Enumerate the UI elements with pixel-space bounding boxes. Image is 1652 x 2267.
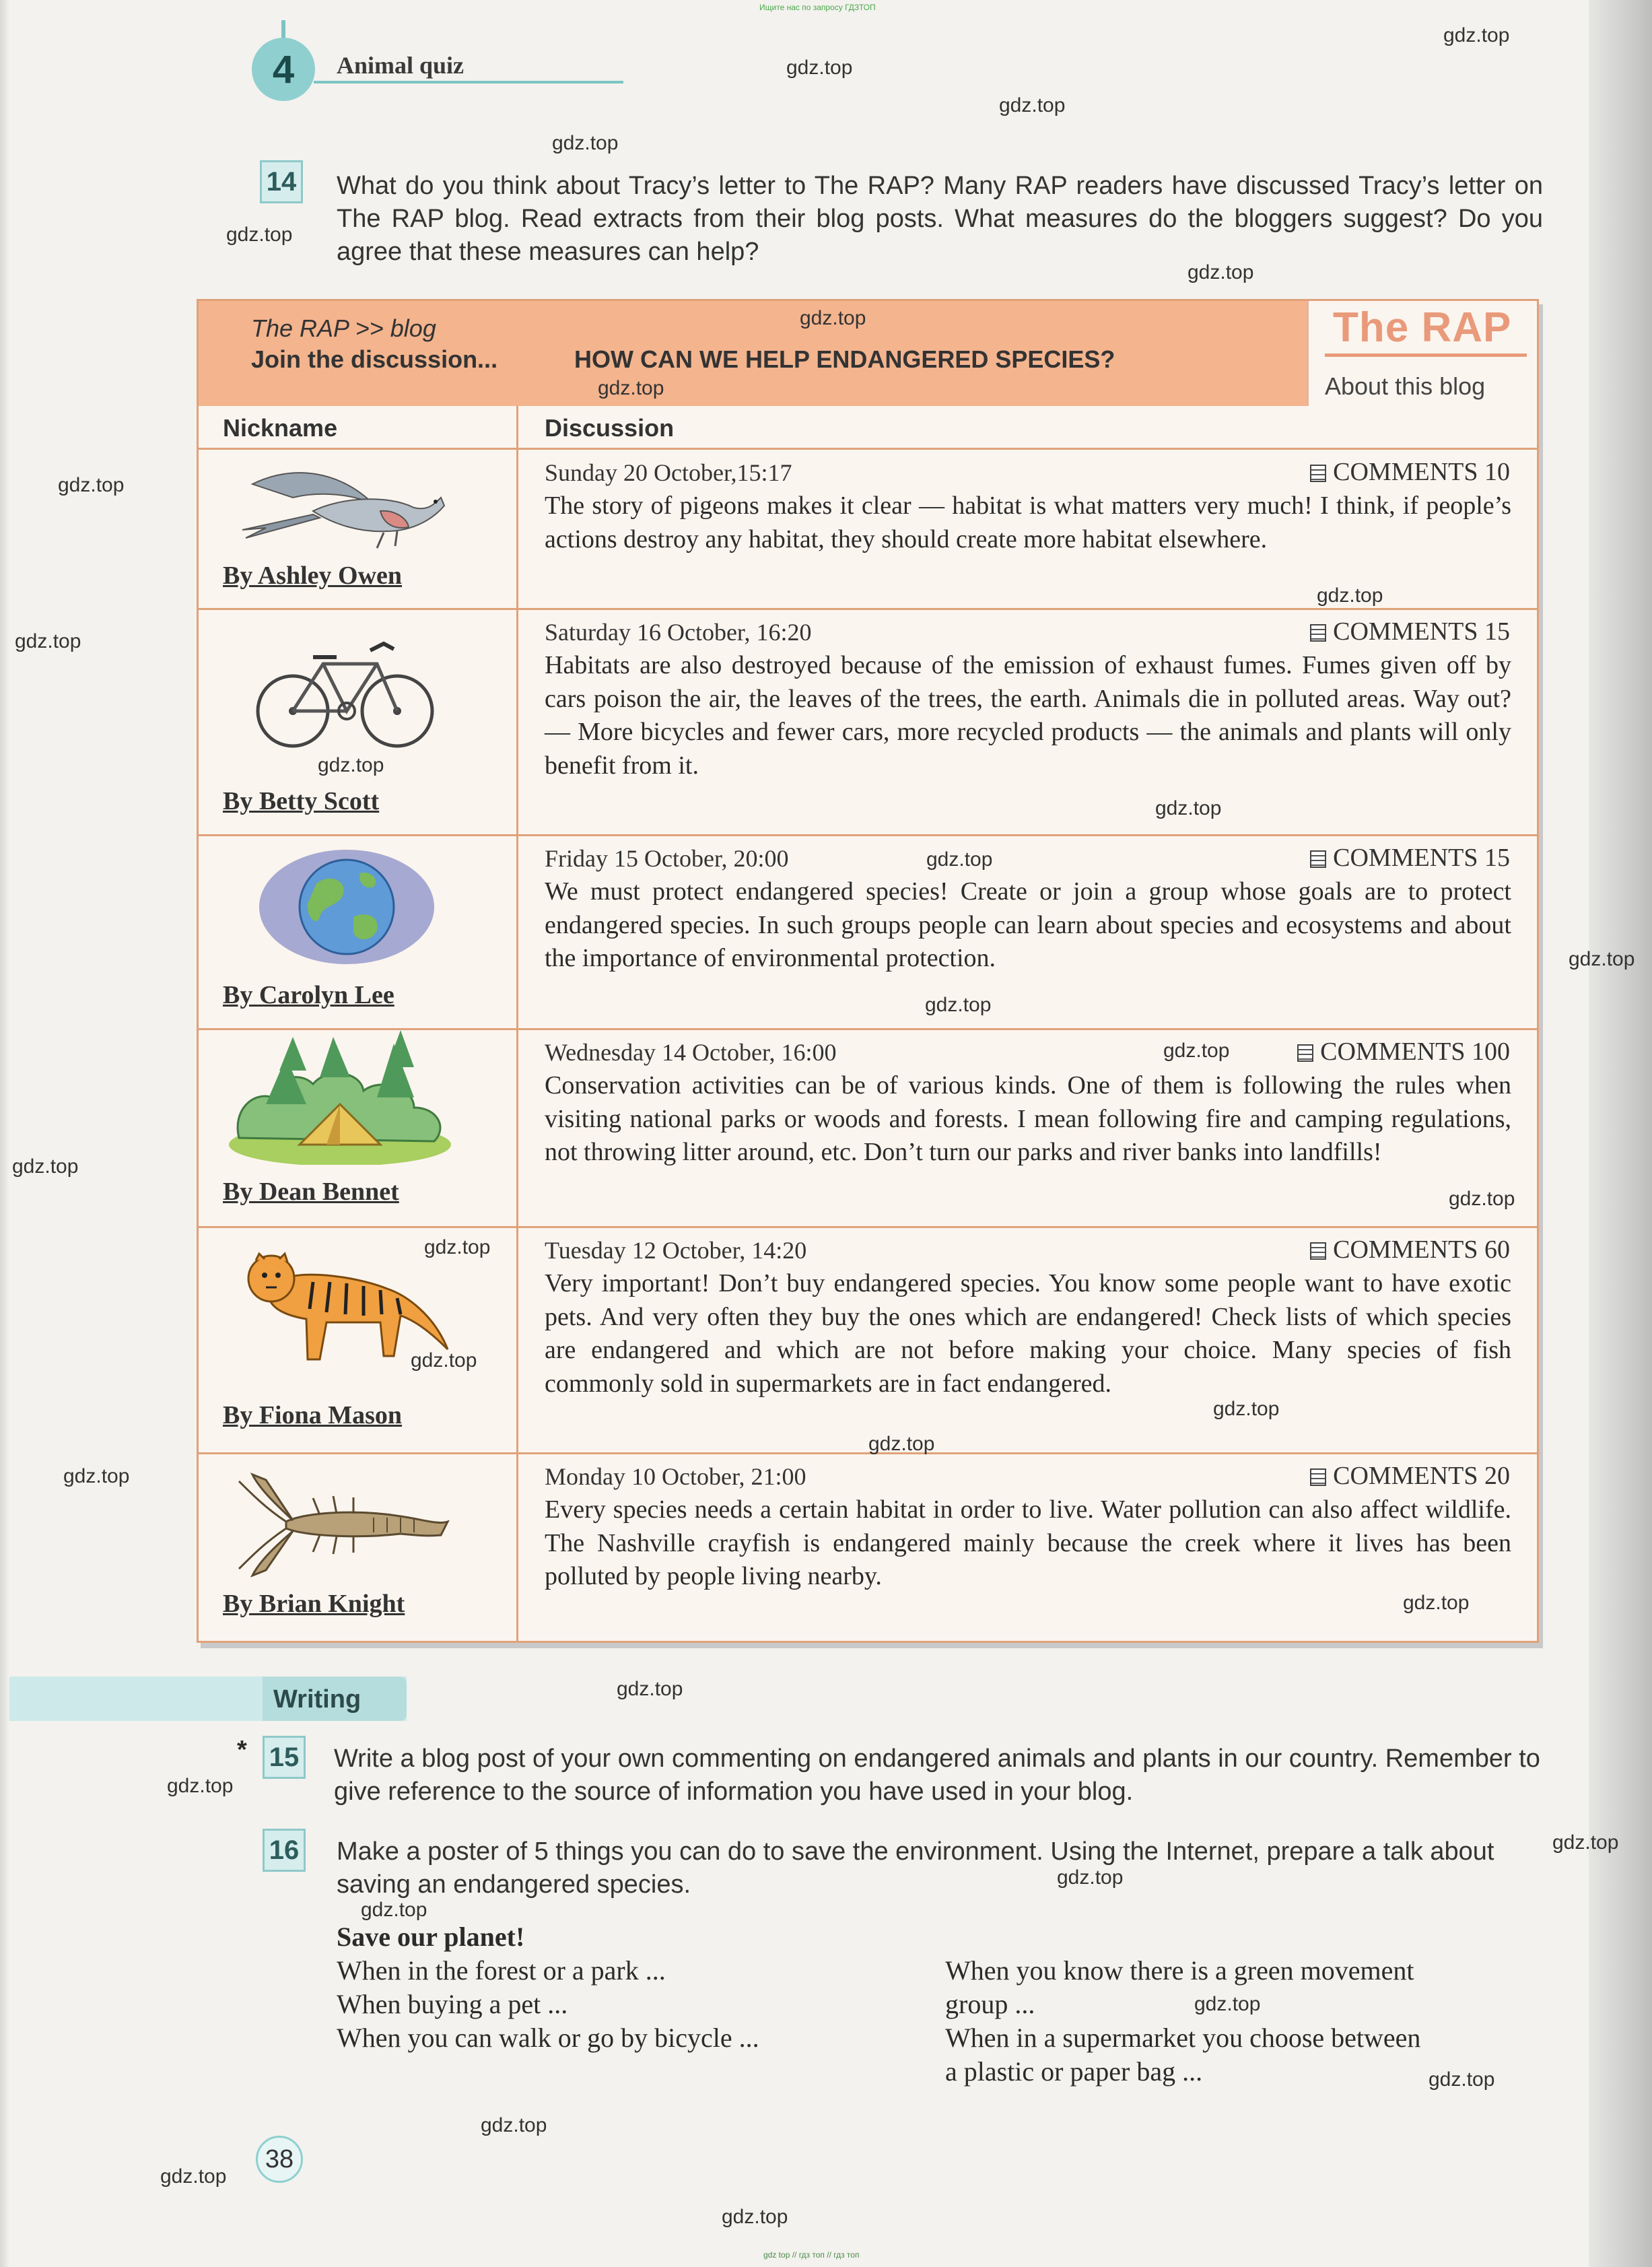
comments-count: COMMENTS 15 [1333,844,1510,872]
blog-question: HOW CAN WE HELP ENDANGERED SPECIES? [574,345,1115,373]
watermark: gdz.top [552,132,619,154]
task-14-text: What do you think about Tracy’s letter to The RAP? Many RAP readers have discussed Tracy’s letter on The RAP blog. Read extracts from their blog posts. What measures do the bloggers suggest? Do you agree that these measures can help? [337,172,1543,266]
post-body: Very important! Don’t buy endangered species. You know some people want to have exotic pets. And very often they buy the ones which are endangered! Check lists of which species are endangered and which are not before making your choice. Many species of fish commonly sold in supermarkets are in fact endangered. [545,1269,1511,1398]
pigeon-icon [239,457,454,558]
comments-count: COMMENTS 20 [1333,1462,1510,1490]
post-date: Sunday 20 October,15:17 [545,459,792,486]
join-discussion[interactable]: Join the discussion... [251,345,498,373]
comments-link[interactable] [1310,843,1510,873]
top-note: Ищите нас по запросу ГДЗТОП [759,3,876,12]
unit-title: Animal quiz [337,52,464,79]
watermark: gdz.top [1403,1592,1470,1614]
unit-underline [314,81,623,83]
post-body: We must protect endangered species! Create or join a group whose goals are to protect endangered species. In such groups people can learn about species and ecosystems and about the importance of environmental protection. [545,877,1511,972]
comments-count: COMMENTS 10 [1333,458,1510,486]
column-nickname: Nickname [223,414,338,442]
watermark: gdz.top [800,307,866,329]
page-left-edge [0,0,9,2267]
bicycle-icon [252,630,441,758]
post-date: Tuesday 12 October, 14:20 [545,1237,807,1264]
poster-item: When in a supermarket you choose between [945,2023,1421,2053]
comments-count: COMMENTS 15 [1333,617,1510,646]
bottom-note: gdz top // гдз топ // гдз топ [763,2250,860,2260]
comments-link[interactable] [1310,1235,1510,1264]
watermark: gdz.top [63,1465,130,1487]
watermark: gdz.top [1057,1866,1124,1889]
poster-title: Save our planet! [337,1922,525,1952]
comment-icon [1297,1044,1313,1062]
watermark: gdz.top [925,994,992,1016]
post-body: Every species needs a certain habitat in order to live. Water pollution can also affect wildlife. The Nashville crayfish is endangered mainly because the creek where it lives has been polluted by people living nearby. [545,1495,1511,1590]
watermark: gdz.top [481,2114,547,2136]
post-author[interactable]: By Carolyn Lee [223,981,394,1009]
rap-logo-box [1307,301,1537,407]
comments-link[interactable] [1297,1037,1510,1067]
writing-label: Writing [273,1685,362,1714]
watermark: gdz.top [1213,1398,1280,1420]
watermark: gdz.top [361,1899,427,1921]
comment-icon [1310,1468,1326,1486]
watermark: gdz.top [617,1678,683,1700]
post-body: Habitats are also destroyed because of the emission of exhaust fumes. Fumes given off by cars poison the air, the leaves of the trees, the earth. Animals die in polluted areas. Way out? — More bicycles and fewer cars, more recycled products — the animals and plants will only benefit from it. [545,651,1511,780]
comment-icon [1310,1242,1326,1260]
column-discussion: Discussion [545,414,675,442]
comments-count: COMMENTS 60 [1333,1236,1510,1264]
watermark: gdz.top [424,1236,491,1258]
page-right-shadow [1589,0,1652,2267]
watermark: gdz.top [1449,1188,1515,1210]
watermark: gdz.top [1552,1831,1619,1854]
watermark: gdz.top [1443,24,1510,46]
post-body: The story of pigeons makes it clear — habitat is what matters very much! I think, if people’s actions destroy any habitat, they should create more habitat elsewhere. [545,492,1511,553]
task-15-badge: 15 [263,1736,306,1779]
watermark: gdz.top [868,1433,935,1455]
task-15-text: Write a blog post of your own commenting on endangered animals and plants in our country. Remember to give reference to the source of information you have used in your blog. [334,1745,1540,1806]
post-author[interactable]: By Dean Bennet [223,1178,399,1206]
poster-item: group ... [945,1989,1035,2019]
blog-post [199,836,1537,1028]
watermark: gdz.top [160,2165,227,2188]
task-16-badge: 16 [263,1829,306,1872]
earth-icon [252,843,441,971]
unit-number: 4 [252,38,315,101]
poster-item: When in the forest or a park ... [337,1955,666,1986]
comments-link[interactable] [1310,617,1510,646]
blog-breadcrumb[interactable]: The RAP >> blog [251,314,436,342]
blog-post [199,1228,1537,1452]
blog-post [199,1030,1537,1226]
watermark: gdz.top [1194,1993,1261,2015]
task-16-text: Make a poster of 5 things you can do to save the environment. Using the Internet, prepare a talk about saving an endangered species. [337,1837,1494,1899]
comment-icon [1310,624,1326,642]
watermark: gdz.top [1429,2068,1495,2091]
watermark: gdz.top [226,224,293,246]
watermark: gdz.top [722,2206,788,2228]
poster-item: When you know there is a green movement [945,1955,1414,1986]
watermark: gdz.top [1188,261,1254,283]
watermark: gdz.top [598,377,664,399]
watermark: gdz.top [318,754,384,776]
comment-icon [1310,465,1326,482]
comments-link[interactable] [1310,457,1510,487]
watermark: gdz.top [1163,1040,1230,1062]
post-date: Friday 15 October, 20:00 [545,845,789,872]
watermark: gdz.top [58,474,125,496]
poster-item: When buying a pet ... [337,1989,568,2019]
post-date: Monday 10 October, 21:00 [545,1463,806,1490]
comments-link[interactable] [1310,1461,1510,1491]
tent-icon [226,1030,454,1165]
page-number: 38 [256,2136,303,2183]
column-header-row [199,406,1537,450]
comments-count: COMMENTS 100 [1320,1038,1510,1066]
blog-post [199,610,1537,834]
watermark: gdz.top [15,630,81,652]
watermark: gdz.top [167,1775,234,1797]
poster-item: a plastic or paper bag ... [945,2056,1203,2087]
watermark: gdz.top [926,848,993,871]
task-15-star: * [237,1736,247,1764]
post-author[interactable]: By Fiona Mason [223,1401,403,1429]
blog-post [199,1454,1537,1641]
post-date: Saturday 16 October, 16:20 [545,619,812,646]
comment-icon [1310,850,1326,868]
crayfish-icon [226,1461,454,1582]
rap-logo: The RAP [1333,304,1512,351]
watermark: gdz.top [1317,584,1383,607]
post-author[interactable]: By Brian Knight [223,1590,405,1618]
watermark: gdz.top [411,1349,477,1372]
post-author[interactable]: By Betty Scott [223,787,380,815]
task-14-badge: 14 [260,160,303,203]
watermark: gdz.top [1155,797,1222,819]
watermark: gdz.top [999,94,1066,116]
watermark: gdz.top [786,57,853,79]
poster-item: When you can walk or go by bicycle ... [337,2023,759,2053]
rap-logo-underline [1325,353,1527,357]
watermark: gdz.top [12,1155,79,1178]
post-date: Wednesday 14 October, 16:00 [545,1039,837,1066]
watermark: gdz.top [1569,948,1635,970]
post-author[interactable]: By Ashley Owen [223,562,403,590]
post-body: Conservation activities can be of various kinds. One of them is following the rules when visiting national parks or woods and forests. I mean following fire and camping regulations, not throwing litter around, etc. Don’t turn our parks and river banks into landfills! [545,1071,1511,1166]
about-blog-link[interactable]: About this blog [1325,372,1486,400]
blog-panel [197,299,1539,1643]
